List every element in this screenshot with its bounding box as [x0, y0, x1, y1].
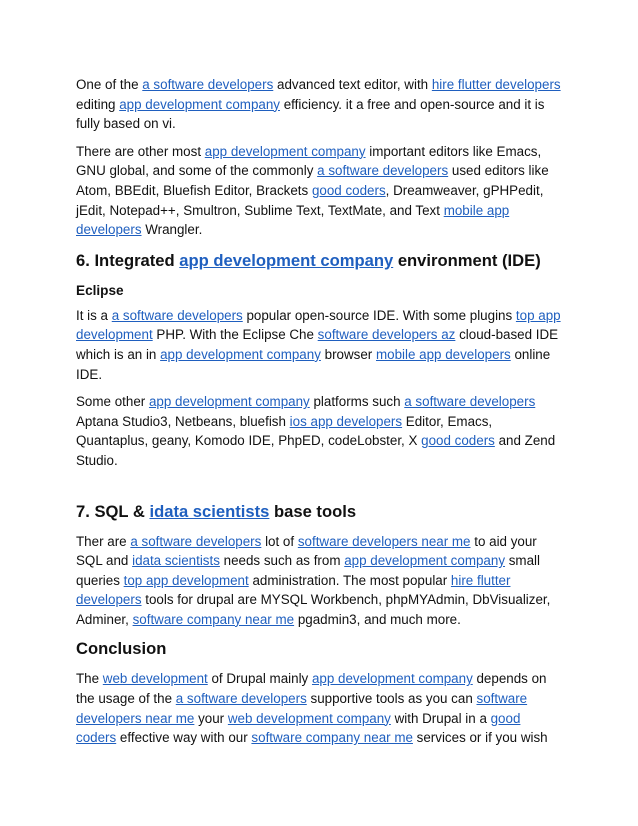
text-run: tools for drupal are MYSQL Workbench, phpMYAdmin, DbVisualizer, Adminer, [76, 592, 551, 627]
text-run: Editor, Emacs, Quantaplus, geany, Komodo IDE, PhpED, codeLobster, X [76, 413, 493, 449]
text-run: Ther are [76, 533, 131, 549]
section-ide [76, 250, 563, 471]
text-run: your [194, 710, 228, 726]
text-run: online IDE. [76, 346, 551, 382]
inline-link[interactable]: mobile app developers [76, 202, 510, 238]
inline-link[interactable]: software company near me [132, 611, 295, 627]
text-run: services or if you wish [412, 730, 548, 746]
inline-link[interactable]: software developers az [317, 327, 456, 343]
inline-link[interactable]: app development company [204, 143, 366, 159]
text-run: platforms such [309, 394, 405, 410]
paragraph [76, 392, 563, 470]
section-conclusion [76, 638, 563, 747]
text-run: administration. The most popular [248, 572, 451, 588]
inline-link[interactable]: top app development [123, 572, 249, 588]
inline-link[interactable]: software developers near me [297, 533, 471, 549]
text-run: 7. SQL & [76, 501, 150, 521]
text-run: , Dreamweaver, gPHPedit, jEdit, Notepad++, Smultron, Sublime Text, TextMate, and Text [76, 182, 544, 218]
text-run: used editors like Atom, BBEdit, Bluefish Editor, Brackets [76, 163, 549, 198]
text-run: effective way with our [116, 730, 252, 746]
paragraph [76, 532, 563, 630]
text-run: needs such as from [219, 553, 345, 569]
text-run: and Zend Studio. [76, 433, 556, 468]
text-run: Conclusion [76, 639, 167, 659]
inline-link[interactable]: web development [102, 671, 208, 687]
inline-link[interactable]: mobile app developers [375, 346, 511, 362]
paragraph [76, 142, 563, 240]
section-heading [76, 638, 563, 660]
inline-link[interactable]: app development company [311, 671, 473, 687]
inline-link[interactable]: top app development [76, 307, 561, 343]
inline-link[interactable]: app development company [160, 346, 321, 362]
inline-link[interactable]: app development company [119, 96, 280, 112]
paragraph [76, 306, 563, 384]
section-sql [76, 501, 563, 630]
section-heading [76, 250, 563, 272]
text-run: cloud-based IDE which is an in [76, 327, 559, 362]
text-run: efficiency. it a free and open-source and it is fully based on vi. [76, 96, 545, 132]
inline-link[interactable]: good coders [311, 182, 386, 198]
inline-link[interactable]: a software developers [111, 307, 243, 323]
inline-link[interactable]: a software developers [130, 533, 262, 549]
text-run: Aptana Studio3, Netbeans, bluefish [76, 413, 290, 429]
inline-link[interactable]: hire flutter developers [431, 77, 561, 92]
inline-link[interactable]: good coders [421, 433, 495, 449]
paragraph [76, 75, 563, 134]
text-run: popular open-source IDE. With some plugins [242, 307, 516, 323]
section-heading [76, 501, 563, 523]
section-intro [76, 75, 563, 240]
inline-link[interactable]: app development company [344, 553, 506, 569]
text-run: The [76, 671, 103, 687]
text-run: PHP. With the Eclipse Che [152, 327, 318, 343]
inline-link[interactable]: web development company [227, 710, 391, 726]
text-run: with Drupal in a [390, 710, 491, 726]
text-run: One of the [76, 77, 143, 92]
inline-link[interactable]: a software developers [317, 163, 449, 179]
inline-link[interactable]: software developers near me [76, 691, 528, 726]
text-run: of Drupal mainly [207, 671, 312, 687]
text-run: depends on the usage of the [76, 671, 547, 707]
text-run: lot of [261, 533, 298, 549]
text-run: editing [76, 96, 120, 112]
inline-link[interactable]: a software developers [142, 77, 274, 92]
text-run: Some other [76, 394, 149, 410]
text-run: important editors like Emacs, GNU global, and some of the commonly [76, 143, 542, 179]
inline-link[interactable]: hire flutter developers [76, 572, 511, 608]
inline-link[interactable]: app development company [179, 250, 394, 270]
inline-link[interactable]: ios app developers [289, 413, 403, 429]
text-run: There are other most [76, 143, 205, 159]
text-run: 6. Integrated [76, 250, 180, 270]
inline-link[interactable]: a software developers [175, 691, 307, 707]
inline-link[interactable]: app development company [148, 394, 310, 410]
paragraph [76, 669, 563, 747]
text-run: Wrangler. [141, 222, 203, 238]
inline-link[interactable]: software company near me [251, 730, 413, 746]
inline-link[interactable]: idata scientists [149, 501, 270, 521]
text-run: pgadmin3, and much more. [294, 611, 461, 627]
text-run: environment (IDE) [393, 250, 541, 270]
text-run: supportive tools as you can [306, 691, 477, 707]
text-run: small queries [76, 553, 540, 588]
text-run: It is a [76, 307, 112, 323]
subsection-heading: Eclipse [76, 282, 124, 298]
text-run: to aid your SQL and [76, 533, 537, 569]
text-run: base tools [269, 501, 357, 521]
inline-link[interactable]: a software developers [404, 394, 536, 410]
inline-link[interactable]: idata scientists [132, 553, 220, 569]
inline-link[interactable]: good coders [76, 710, 521, 746]
text-run: browser [320, 346, 376, 362]
text-run: advanced text editor, with [273, 77, 432, 92]
